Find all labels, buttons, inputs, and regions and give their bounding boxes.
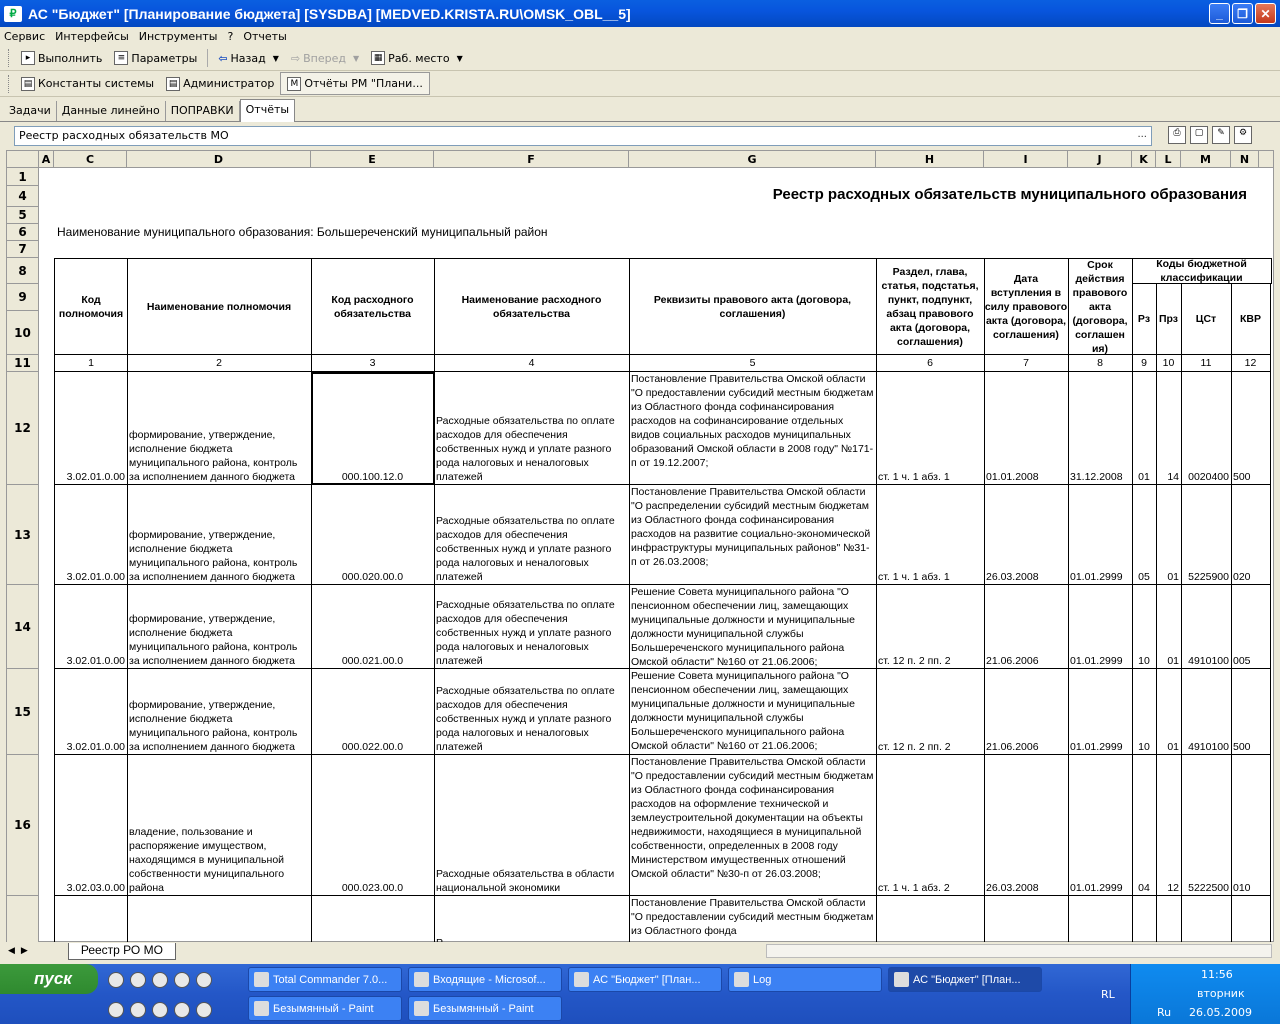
app-icon[interactable] bbox=[130, 1002, 146, 1018]
cell-legal-act[interactable]: Постановление Правительства Омской области "О распределении субсидий местным бюджетам из Областного фонда софинансирования расходов на развитие социально-экономической инфраструктуры муниципальных районов" №31-п от 26.03.2008; bbox=[629, 485, 877, 585]
paint-icon bbox=[254, 1001, 269, 1016]
cell-term[interactable]: 31.12.2008 bbox=[1068, 372, 1133, 485]
tab-data-linear[interactable]: Данные линейно bbox=[57, 101, 166, 121]
task-paint-1[interactable]: Безымянный - Paint bbox=[248, 996, 402, 1021]
arrow-left-icon: ⇦ bbox=[218, 51, 228, 65]
cell-name[interactable]: владение, пользование и распоряжение имуществом, находящимся в муниципальной собственности муниципального района bbox=[127, 755, 312, 896]
cell-code[interactable]: 3.02.01.0.00 bbox=[54, 372, 128, 485]
toolbar-grip[interactable] bbox=[8, 49, 11, 67]
cell-obligation-name[interactable]: Расходные обязательства по оплате расходов для обеспечения собственных нужд и уплате разного рода налоговых и неналоговых платежей bbox=[434, 485, 630, 585]
cell-term[interactable]: 01.01.2999 bbox=[1068, 755, 1133, 896]
app-icon[interactable] bbox=[108, 1002, 124, 1018]
cell-cst[interactable]: 0020400 bbox=[1181, 372, 1232, 485]
language-indicator[interactable]: RL bbox=[1101, 988, 1115, 1001]
colnum: 3 bbox=[311, 355, 435, 372]
report-name-value: Реестр расходных обязательств МО bbox=[19, 129, 229, 142]
col-header-k[interactable]: K bbox=[1132, 151, 1156, 168]
colnum: 9 bbox=[1132, 355, 1157, 372]
cell-obligation-code[interactable]: 000.021.00.0 bbox=[311, 585, 435, 669]
col-header-m[interactable]: M bbox=[1181, 151, 1231, 168]
taskbar bbox=[0, 964, 1280, 1024]
cell-cst[interactable] bbox=[1181, 896, 1232, 943]
menu-bar bbox=[0, 27, 1280, 45]
title-bar bbox=[0, 0, 1280, 27]
cell-section[interactable] bbox=[876, 896, 985, 943]
report-icon: M bbox=[287, 77, 301, 91]
cell-date[interactable]: 21.06.2006 bbox=[984, 585, 1069, 669]
cell-section[interactable]: ст. 1 ч. 1 абз. 2 bbox=[876, 755, 985, 896]
browse-button[interactable]: ... bbox=[1137, 129, 1147, 140]
row-header[interactable] bbox=[7, 896, 39, 943]
cell-cst[interactable]: 4910100 bbox=[1181, 585, 1232, 669]
col-header-h[interactable]: H bbox=[876, 151, 984, 168]
header-prz: Прз bbox=[1156, 284, 1182, 355]
app-icon[interactable] bbox=[174, 972, 190, 988]
constants-button[interactable]: ▤ Константы системы bbox=[15, 73, 160, 95]
cell-kvr[interactable] bbox=[1231, 896, 1271, 943]
cell-legal-act[interactable]: Решение Совета муниципального района "О пенсионном обеспечении лиц, замещающих муниципальные должности и муниципальные должности муниципальной службы Большереченского муниципального района Омской области" №160 от 21.06.2006; bbox=[629, 585, 877, 669]
task-log[interactable]: Log bbox=[728, 967, 882, 992]
cell-rz[interactable] bbox=[1132, 896, 1157, 943]
cell-obligation-name[interactable]: Расходные обязательства по оплате расходов для обеспечения собственных нужд и уплате разного рода налоговых и неналоговых платежей bbox=[434, 669, 630, 755]
close-button[interactable]: ✕ bbox=[1255, 3, 1276, 24]
header-obligation-code: Код расходного обязательства bbox=[311, 258, 435, 355]
cell-obligation-code[interactable]: 000.022.00.0 bbox=[311, 669, 435, 755]
cell-prz[interactable]: 01 bbox=[1156, 585, 1182, 669]
cell-obligation-code[interactable]: 000.100.12.0 bbox=[311, 372, 435, 485]
keyboard-layout[interactable]: Ru bbox=[1157, 1006, 1172, 1019]
admin-icon: ▤ bbox=[166, 77, 180, 91]
municipality-label: Наименование муниципального образования: Большереченский муниципальный район bbox=[57, 225, 548, 239]
colnum: 12 bbox=[1231, 355, 1271, 372]
cell-rz[interactable]: 10 bbox=[1132, 585, 1157, 669]
task-budget-1[interactable]: АС "Бюджет" [План... bbox=[568, 967, 722, 992]
quick-launch bbox=[108, 972, 212, 988]
menu-reports[interactable]: Отчеты bbox=[243, 29, 287, 43]
col-header-n[interactable]: N bbox=[1231, 151, 1259, 168]
cell-cst[interactable]: 5222500 bbox=[1181, 755, 1232, 896]
task-paint-2[interactable]: Безымянный - Paint bbox=[408, 996, 562, 1021]
cell-section[interactable]: ст. 1 ч. 1 абз. 1 bbox=[876, 372, 985, 485]
print-icon[interactable]: ⎙ bbox=[1168, 126, 1186, 144]
run-icon: ▸ bbox=[21, 51, 35, 65]
tab-tasks[interactable]: Задачи bbox=[4, 101, 57, 121]
database-icon: ▤ bbox=[21, 77, 35, 91]
menu-help[interactable]: ? bbox=[227, 29, 234, 43]
quick-launch-2 bbox=[108, 1002, 212, 1018]
cell-name[interactable]: формирование, утверждение, исполнение бюджета муниципального района, контроль за исполнением данного бюджета bbox=[127, 669, 312, 755]
report-name-field[interactable] bbox=[14, 126, 1152, 146]
colnum: 8 bbox=[1068, 355, 1133, 372]
admin-button[interactable]: ▤ Администратор bbox=[160, 73, 280, 95]
cell-code[interactable]: 3.02.03.0.00 bbox=[54, 755, 128, 896]
clock-time[interactable]: 11:56 bbox=[1201, 968, 1233, 981]
tab-reports[interactable]: Отчёты bbox=[240, 99, 295, 122]
task-budget-2[interactable]: АС "Бюджет" [План... bbox=[888, 967, 1042, 992]
app-icon[interactable] bbox=[196, 1002, 212, 1018]
cell-legal-act[interactable]: Постановление Правительства Омской области "О предоставлении субсидий местным бюджетам из Областного фонда софинансирования расходов на софинансирование отдельных видов социальных расходов муниципальных образований Омской области в 2008 году" №171-п от 19.12.2007; bbox=[629, 372, 877, 485]
header-rz: Рз bbox=[1132, 284, 1157, 355]
cell-prz[interactable] bbox=[1156, 896, 1182, 943]
colnum: 5 bbox=[629, 355, 877, 372]
cell-obligation-name[interactable] bbox=[434, 896, 630, 943]
row-header[interactable]: 12 bbox=[7, 372, 39, 485]
sheet-tab-bar bbox=[6, 942, 1274, 960]
cell-date[interactable]: 21.06.2006 bbox=[984, 669, 1069, 755]
colnum: 10 bbox=[1156, 355, 1182, 372]
header-code: Код полномочия bbox=[54, 258, 128, 355]
scroll-last-icon[interactable]: ▶ bbox=[20, 946, 28, 956]
row-header[interactable]: 1 bbox=[7, 168, 39, 186]
cell-name[interactable]: формирование, утверждение, исполнение бюджета муниципального района, контроль за исполнением данного бюджета bbox=[127, 372, 312, 485]
app-icon: ₽ bbox=[4, 6, 22, 22]
cell-cst[interactable]: 5225900 bbox=[1181, 485, 1232, 585]
edit-icon[interactable]: ✎ bbox=[1212, 126, 1230, 144]
budget-icon bbox=[894, 972, 909, 987]
task-outlook[interactable]: Входящие - Microsof... bbox=[408, 967, 562, 992]
arrow-right-icon: ⇨ bbox=[290, 51, 301, 65]
params-button[interactable]: ≡ Параметры bbox=[108, 47, 203, 69]
cell-prz[interactable]: 14 bbox=[1156, 372, 1182, 485]
col-header-c[interactable]: C bbox=[54, 151, 127, 168]
colnum: 11 bbox=[1181, 355, 1232, 372]
main-toolbar bbox=[0, 46, 1280, 71]
cell-obligation-code[interactable] bbox=[311, 896, 435, 943]
sheet-tab-registry[interactable]: Реестр РО МО bbox=[68, 943, 176, 960]
secondary-toolbar bbox=[0, 71, 1280, 97]
app-icon[interactable] bbox=[152, 1002, 168, 1018]
colnum: 2 bbox=[127, 355, 312, 372]
clock-date: 26.05.2009 bbox=[1189, 1006, 1252, 1019]
header-budget-codes: Коды бюджетной классификации bbox=[1132, 258, 1272, 284]
col-header-a[interactable]: A bbox=[39, 151, 54, 168]
cell-name[interactable]: формирование, утверждение, исполнение бюджета муниципального района, контроль за исполнением данного бюджета bbox=[127, 485, 312, 585]
header-term: Срок действия правового акта (договора, соглашен ия) bbox=[1068, 258, 1133, 355]
row-header[interactable]: 14 bbox=[7, 585, 39, 669]
cell-kvr[interactable]: 010 bbox=[1231, 755, 1271, 896]
cell-obligation-name[interactable]: Расходные обязательства в области национальной экономики bbox=[434, 755, 630, 896]
horizontal-scrollbar[interactable] bbox=[766, 944, 1272, 958]
colnum: 6 bbox=[876, 355, 985, 372]
menu-interfaces[interactable]: Интерфейсы bbox=[55, 29, 129, 43]
header-kvr: КВР bbox=[1231, 284, 1271, 355]
minimize-button[interactable]: _ bbox=[1209, 3, 1230, 24]
col-header-j[interactable]: J bbox=[1068, 151, 1132, 168]
cell-date[interactable] bbox=[984, 896, 1069, 943]
cell-name[interactable]: формирование, утверждение, исполнение бюджета муниципального района, контроль за исполнением данного бюджета bbox=[127, 585, 312, 669]
outlook-icon bbox=[414, 972, 429, 987]
workplace-button[interactable]: ▦ Раб. место ▼ bbox=[365, 47, 469, 69]
header-obligation-name: Наименование расходного обязательства bbox=[434, 258, 630, 355]
cell-section[interactable]: ст. 1 ч. 1 абз. 1 bbox=[876, 485, 985, 585]
chevron-down-icon[interactable]: ▼ bbox=[272, 53, 279, 63]
menu-service[interactable]: Сервис bbox=[4, 29, 46, 43]
cell-kvr[interactable]: 500 bbox=[1231, 372, 1271, 485]
cell-prz[interactable]: 01 bbox=[1156, 669, 1182, 755]
column-headers bbox=[7, 151, 1273, 168]
cell-rz[interactable]: 01 bbox=[1132, 372, 1157, 485]
preview-icon[interactable]: ▢ bbox=[1190, 126, 1208, 144]
cell-code[interactable]: 3.02.01.0.00 bbox=[54, 669, 128, 755]
cell-obligation-code[interactable]: 000.020.00.0 bbox=[311, 485, 435, 585]
cell-term[interactable]: 01.01.2999 bbox=[1068, 669, 1133, 755]
row-header[interactable]: 6 bbox=[7, 224, 39, 241]
row-header[interactable]: 7 bbox=[7, 241, 39, 258]
col-header-g[interactable]: G bbox=[629, 151, 876, 168]
system-tray bbox=[1101, 964, 1280, 1024]
tab-strip bbox=[0, 98, 1280, 122]
run-button[interactable]: ▸ Выполнить bbox=[15, 47, 108, 69]
row-header[interactable]: 9 bbox=[7, 284, 39, 311]
forward-button[interactable]: ⇨ Вперед ▼ bbox=[290, 51, 360, 65]
cell-rz[interactable]: 05 bbox=[1132, 485, 1157, 585]
start-button[interactable]: пуск bbox=[0, 964, 98, 994]
row-header[interactable]: 4 bbox=[7, 186, 39, 207]
cell-term[interactable] bbox=[1068, 896, 1133, 943]
cell-date[interactable]: 26.03.2008 bbox=[984, 485, 1069, 585]
row-header[interactable]: 8 bbox=[7, 258, 39, 284]
back-button[interactable]: ⇦ Назад ▼ bbox=[218, 51, 279, 65]
cell-prz[interactable]: 12 bbox=[1156, 755, 1182, 896]
cell-date[interactable]: 26.03.2008 bbox=[984, 755, 1069, 896]
settings-icon[interactable]: ⚙ bbox=[1234, 126, 1252, 144]
header-legal-act: Реквизиты правового акта (договора, соглашения) bbox=[629, 258, 877, 355]
cell-section[interactable]: ст. 12 п. 2 пп. 2 bbox=[876, 585, 985, 669]
cell-name[interactable] bbox=[127, 896, 312, 943]
cell-date[interactable]: 01.01.2008 bbox=[984, 372, 1069, 485]
header-name: Наименование полномочия bbox=[127, 258, 312, 355]
cell-cst[interactable]: 4910100 bbox=[1181, 669, 1232, 755]
cell-section[interactable]: ст. 12 п. 2 пп. 2 bbox=[876, 669, 985, 755]
cell-kvr[interactable]: 020 bbox=[1231, 485, 1271, 585]
cell-code[interactable]: 3.02.01.0.00 bbox=[54, 585, 128, 669]
clock-day: вторник bbox=[1197, 987, 1245, 1000]
colnum: 4 bbox=[434, 355, 630, 372]
report-actions bbox=[1168, 126, 1252, 144]
total-commander-icon bbox=[254, 972, 269, 987]
row-header[interactable]: 13 bbox=[7, 485, 39, 585]
colnum: 1 bbox=[54, 355, 128, 372]
app-icon[interactable] bbox=[196, 972, 212, 988]
col-header-d[interactable]: D bbox=[127, 151, 311, 168]
cell-obligation-name[interactable]: Расходные обязательства по оплате расходов для обеспечения собственных нужд и уплате разного рода налоговых и неналоговых платежей bbox=[434, 372, 630, 485]
cell-kvr[interactable]: 005 bbox=[1231, 585, 1271, 669]
corner-cell[interactable] bbox=[7, 151, 39, 168]
cell-term[interactable]: 01.01.2999 bbox=[1068, 485, 1133, 585]
header-effective-date: Дата вступления в силу правового акта (договора, соглашения) bbox=[984, 258, 1069, 355]
budget-icon bbox=[574, 972, 589, 987]
col-header-f[interactable]: F bbox=[434, 151, 629, 168]
ie-icon[interactable] bbox=[108, 972, 124, 988]
menu-tools[interactable]: Инструменты bbox=[138, 29, 218, 43]
explorer-icon[interactable] bbox=[130, 972, 146, 988]
cell-code[interactable] bbox=[54, 896, 128, 943]
toolbar-grip[interactable] bbox=[8, 75, 11, 93]
cell-kvr[interactable]: 500 bbox=[1231, 669, 1271, 755]
cell-code[interactable]: 3.02.01.0.00 bbox=[54, 485, 128, 585]
params-icon: ≡ bbox=[114, 51, 128, 65]
chevron-down-icon[interactable]: ▼ bbox=[456, 53, 463, 63]
header-cst: ЦСт bbox=[1181, 284, 1232, 355]
chevron-down-icon[interactable]: ▼ bbox=[353, 53, 360, 63]
row-header[interactable]: 11 bbox=[7, 355, 39, 372]
report-title: Реестр расходных обязательств муниципального образования bbox=[772, 186, 1247, 203]
row-header[interactable]: 16 bbox=[7, 755, 39, 896]
spreadsheet[interactable] bbox=[6, 150, 1274, 942]
cell-legal-act[interactable]: Решение Совета муниципального района "О пенсионном обеспечении лиц, замещающих муниципальные должности и муниципальные должности муниципальной службы Большереченского муниципального района Омской области" №160 от 21.06.2006; bbox=[629, 669, 877, 755]
cell-obligation-code[interactable]: 000.023.00.0 bbox=[311, 755, 435, 896]
maximize-button[interactable]: ❐ bbox=[1232, 3, 1253, 24]
row-header[interactable]: 10 bbox=[7, 311, 39, 355]
window-title: АС "Бюджет" [Планирование бюджета] [SYSDBA] [MEDVED.KRISTA.RU\OMSK_OBL__5] bbox=[28, 5, 631, 22]
workplace-icon: ▦ bbox=[371, 51, 385, 65]
task-total-commander[interactable]: Total Commander 7.0... bbox=[248, 967, 402, 992]
cell-legal-act[interactable]: Постановление Правительства Омской области "О предоставлении субсидий местным бюджетам из Областного фонда bbox=[629, 896, 877, 943]
log-icon bbox=[734, 972, 749, 987]
cell-rz[interactable]: 04 bbox=[1132, 755, 1157, 896]
toolbar-separator bbox=[207, 49, 208, 67]
scroll-first-icon[interactable]: ◀ bbox=[8, 946, 15, 956]
outlook-icon[interactable] bbox=[152, 972, 168, 988]
colnum: 7 bbox=[984, 355, 1069, 372]
reports-window-button[interactable]: M Отчёты РМ "Плани... bbox=[280, 72, 429, 95]
cell-legal-act[interactable]: Постановление Правительства Омской области "О предоставлении субсидий местным бюджетам из Областного фонда софинансирования расходов на оформление технической и землеустроительной документации на объекты недвижимости, находящиеся в муниципальной собственности, определенных в 2008 году Министерством имущественных отношений Омской области" №30-п от 26.03.2008; bbox=[629, 755, 877, 896]
cell-rz[interactable]: 10 bbox=[1132, 669, 1157, 755]
row-header[interactable]: 5 bbox=[7, 207, 39, 224]
col-header-i[interactable]: I bbox=[984, 151, 1068, 168]
cell-obligation-name[interactable]: Расходные обязательства по оплате расходов для обеспечения собственных нужд и уплате разного рода налоговых и неналоговых платежей bbox=[434, 585, 630, 669]
cell-term[interactable]: 01.01.2999 bbox=[1068, 585, 1133, 669]
tab-corrections[interactable]: ПОПРАВКИ bbox=[166, 101, 240, 121]
app-icon[interactable] bbox=[174, 1002, 190, 1018]
row-header[interactable]: 15 bbox=[7, 669, 39, 755]
paint-icon bbox=[414, 1001, 429, 1016]
col-header-e[interactable]: E bbox=[311, 151, 434, 168]
col-header-l[interactable]: L bbox=[1156, 151, 1181, 168]
cell-prz[interactable]: 01 bbox=[1156, 485, 1182, 585]
header-section: Раздел, глава, статья, подстатья, пункт, подпункт, абзац правового акта (договора, соглашения) bbox=[876, 258, 985, 355]
